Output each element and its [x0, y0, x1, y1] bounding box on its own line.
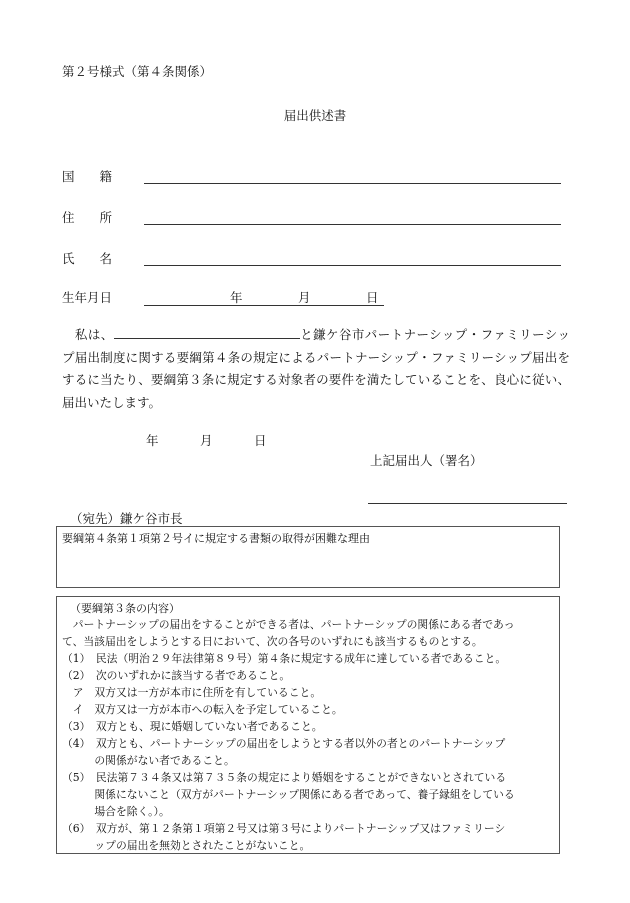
name-field[interactable] — [144, 265, 561, 266]
nationality-label: 国 籍 — [62, 169, 113, 184]
requirement-line: の関係がない者であること。 — [62, 754, 235, 767]
address-field[interactable] — [144, 224, 561, 225]
date-day-unit: 日 — [254, 433, 267, 448]
addressee: （宛先）鎌ケ谷市長 — [70, 511, 183, 526]
requirement-line: 場合を除く。）。 — [62, 805, 170, 818]
requirement-line: て、当該届出をしようとする日において、次の各号のいずれにも該当するものとする。 — [62, 635, 483, 648]
requirement-line: （6） 双方が、第１２条第１項第２号又は第３号によりパートナーシップ又はファミリーシ — [62, 822, 506, 835]
requirement-line: （3） 双方とも、現に婚姻していない者であること。 — [62, 720, 323, 733]
dob-day-unit: 日 — [366, 290, 379, 305]
nationality-field[interactable] — [144, 183, 561, 184]
requirement-line: （5） 民法第７３４条又は第７３５条の規定により婚姻をすることができないとされている — [62, 771, 507, 784]
requirement-line: イ 双方又は一方が本市への転入を予定していること。 — [62, 703, 343, 716]
requirement-line: ア 双方又は一方が本市に住所を有していること。 — [62, 686, 322, 699]
requirement-line: （1） 民法（明治２９年法律第８９号）第４条に規定する成年に達している者であること。 — [62, 652, 507, 665]
dob-label: 生年月日 — [62, 290, 113, 305]
reason-box-title: 要綱第４条第１項第２号イに規定する書類の取得が困難な理由 — [62, 532, 370, 545]
dob-year-unit: 年 — [230, 290, 243, 305]
requirements-heading: （要綱第３条の内容） — [70, 602, 180, 615]
address-label: 住 所 — [62, 210, 113, 225]
form-number: 第２号様式（第４条関係） — [62, 64, 213, 79]
date-month-unit: 月 — [200, 433, 213, 448]
declaration-text — [62, 324, 570, 414]
dob-month-unit: 月 — [298, 290, 311, 305]
declaration-name-blank[interactable] — [114, 325, 300, 339]
requirement-line: 関係にないこと（双方がパートナーシップ関係にある者であって、養子縁組をしている — [62, 788, 515, 801]
date-year-unit: 年 — [146, 433, 159, 448]
declaration-prefix: 私は、 — [62, 327, 114, 342]
signer-label: 上記届出人（署名） — [370, 453, 483, 468]
document-title: 届出供述書 — [283, 108, 347, 123]
dob-field[interactable] — [144, 305, 384, 306]
requirement-line: （4） 双方とも、パートナーシップの届出をしようとする者以外の者とのパートナーシップ — [62, 737, 506, 750]
requirement-line: （2） 次のいずれかに該当する者であること。 — [62, 669, 291, 682]
requirement-line: パートナーシップの届出をすることができる者は、パートナーシップの関係にある者であっ — [62, 618, 515, 631]
signature-field[interactable] — [368, 503, 567, 504]
declaration-suffix: と鎌ケ谷市パートナーシップ・ファミリーシップ届出制度に関する要綱第４条の規定によるパートナーシップ・ファミリーシップ届出をするに当たり、要綱第３条に規定する対象者の要件を満たしていることを、良心に従い、届出いたします。 — [62, 327, 570, 410]
requirement-line: ップの届出を無効とされたことがないこと。 — [62, 839, 311, 852]
name-label: 氏 名 — [62, 251, 113, 266]
